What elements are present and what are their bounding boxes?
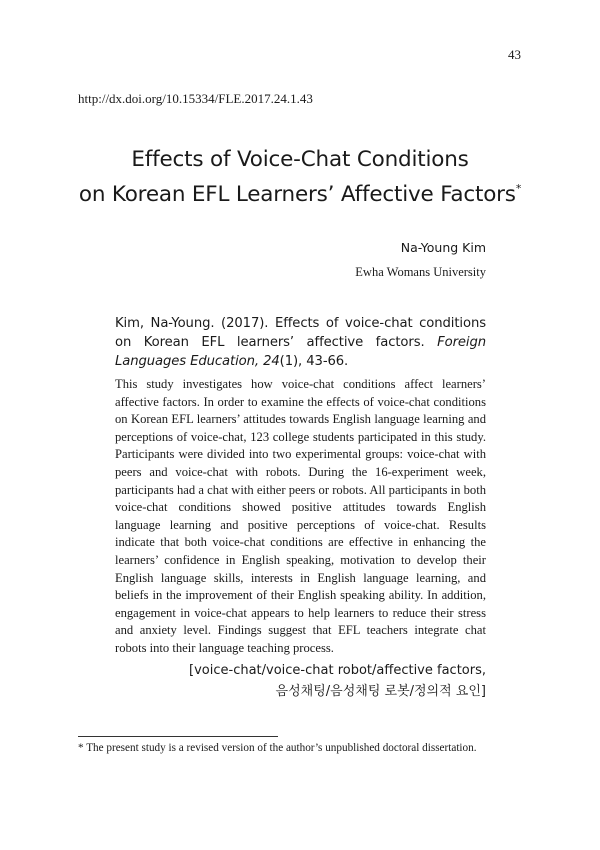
footnote-divider <box>78 736 278 737</box>
citation-issue-pages: (1), 43-66. <box>279 354 349 369</box>
page-number: 43 <box>508 47 521 62</box>
title-footnote-marker: * <box>515 182 522 195</box>
paper-title <box>0 145 600 209</box>
author-affiliation: Ewha Womans University <box>355 265 486 279</box>
footnote: * The present study is a revised version of the author’s unpublished doctoral dissertation. <box>78 742 477 754</box>
abstract: This study investigates how voice-chat conditions affect learners’ affective factors. In order to examine the effects of voice-chat conditions on Korean EFL learners’ attitudes towards English language learning and perceptions of voice-chat, 123 college students participated in this study. Participants were divided into two experimental groups: voice-chat with peers and voice-chat with robots. During the 16-experiment week, participants had a chat with either peers or robots. All participants in both voice-chat conditions showed positive attitudes towards English language learning and positive perceptions of voice-chat. Results indicate that both voice-chat conditions are effective in enhancing the learners’ confidence in English speaking, motivation to develop their English language skills, interests in English language learning, and beliefs in the improvement of their English speaking ability. In addition, engagement in voice-chat appears to help learners to reduce their stress and anxiety level. Findings suggest that EFL teachers integrate chat robots into their language teaching process. <box>115 377 486 655</box>
author-block <box>355 236 486 284</box>
title-line-2-text: on Korean EFL Learners’ Affective Factors <box>78 182 516 207</box>
citation <box>115 314 486 371</box>
keywords-line-2: 음성채팅/음성채팅 로봇/정의적 요인] <box>275 684 486 699</box>
keywords-line-1: [voice-chat/voice-chat robot/affective factors, <box>189 663 486 678</box>
citation-text: Kim, Na-Young. (2017). Effects of voice-chat conditions on Korean EFL learners’ affective factors. <box>115 316 486 350</box>
title-line-2 <box>0 174 600 209</box>
author-name: Na-Young Kim <box>400 240 486 255</box>
citation-journal: Foreign Languages Education, 24 <box>115 335 486 369</box>
doi-link[interactable]: http://dx.doi.org/10.15334/FLE.2017.24.1.43 <box>78 91 313 106</box>
title-line-1: Effects of Voice-Chat Conditions <box>131 147 469 172</box>
keywords <box>189 660 486 702</box>
